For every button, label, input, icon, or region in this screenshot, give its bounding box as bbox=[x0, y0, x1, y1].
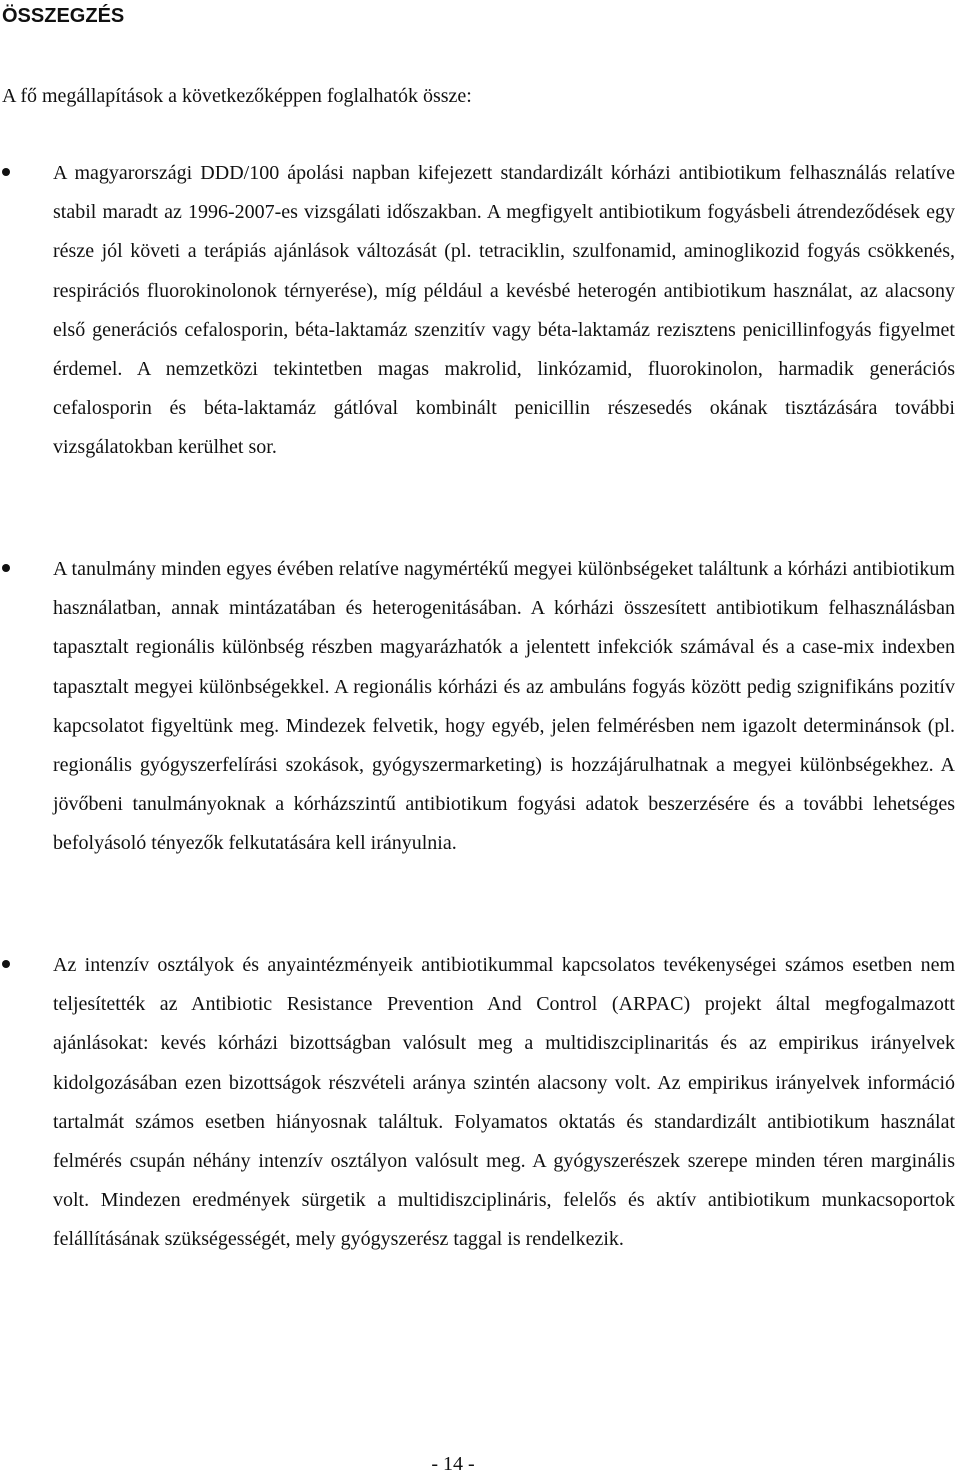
page-number: - 14 - bbox=[431, 1453, 475, 1475]
finding-text: A tanulmány minden egyes évében relatíve nagymértékű megyei különbségeket találtunk a kórházi antibiotikum használatban, annak mintázatában és heterogenitásában. A kórházi összesített antibiotikum felhasználásban tapasztalt regionális különbség részben magyarázhatók a jelentett infekciók számával és a case-mix indexben tapasztalt megyei különbségekkel. A regionális kórházi és az ambuláns fogyás között pedig szignifikáns pozitív kapcsolatot figyeltünk meg. Mindezek felvetik, hogy egyéb, jelen felmérésben nem igazolt determinánsok (pl. regionális gyógyszerfelírási szokások, gyógyszermarketing) is hozzájárulhatnak a megyei különbségekhez. A jövőbeni tanulmányoknak a kórházszintű antibiotikum fogyási adatok beszerzésére és a további lehetséges befolyásoló tényezők felkutatására kell irányulnia. bbox=[53, 558, 955, 855]
intro-paragraph: A fő megállapítások a következőképpen foglalhatók össze: bbox=[2, 85, 472, 107]
finding-text: Az intenzív osztályok és anyaintézményeik antibiotikummal kapcsolatos tevékenységei számos esetben nem teljesítették az Antibiotic Resistance Prevention And Control (ARPAC) projekt által megfogalmazott ajánlásokat: kevés kórházi bizottságban valósult meg a multidiszciplinaritás és az empirikus irányelvek kidolgozásában ezen bizottságok részvételi aránya szintén alacsony volt. Az empirikus irányelvek információ tartalmát számos esetben hiányosnak találtuk. Folyamatos oktatás és standardizált antibiotikum használat felmérés csupán néhány intenzív osztályon valósult meg. A gyógyszerészek szerepe minden téren marginális volt. Mindezen eredmények sürgetik a multidiszciplináris, felelős és aktív antibiotikum munkacsoportok felállításának szükségességét, mely gyógyszerész taggal is rendelkezik. bbox=[53, 954, 955, 1251]
section-heading: ÖSSZEGZÉS bbox=[2, 5, 125, 27]
bullet-icon bbox=[2, 960, 10, 968]
bullet-icon bbox=[2, 564, 10, 572]
bullet-icon bbox=[2, 168, 10, 176]
finding-text: A magyarországi DDD/100 ápolási napban kifejezett standardizált kórházi antibiotikum felhasználás relatíve stabil maradt az 1996-2007-es vizsgálati időszakban. A megfigyelt antibiotikum fogyásbeli átrendeződések egy része jól követi a terápiás ajánlások változását (pl. tetraciklin, szulfonamid, aminoglikozid fogyás csökkenés, respirációs fluorokinolonok térnyerése), míg például a kevésbé heterogén antibiotikum használat, az alacsony első generációs cefalosporin, béta-laktamáz szenzitív vagy béta-laktamáz rezisztens penicillinfogyás figyelmet érdemel. A nemzetközi tekintetben magas makrolid, linkózamid, fluorokinolon, harmadik generációs cefalosporin és béta-laktamáz gátlóval kombinált penicillin részesedés okának tisztázására további vizsgálatokban kerülhet sor. bbox=[53, 162, 955, 459]
